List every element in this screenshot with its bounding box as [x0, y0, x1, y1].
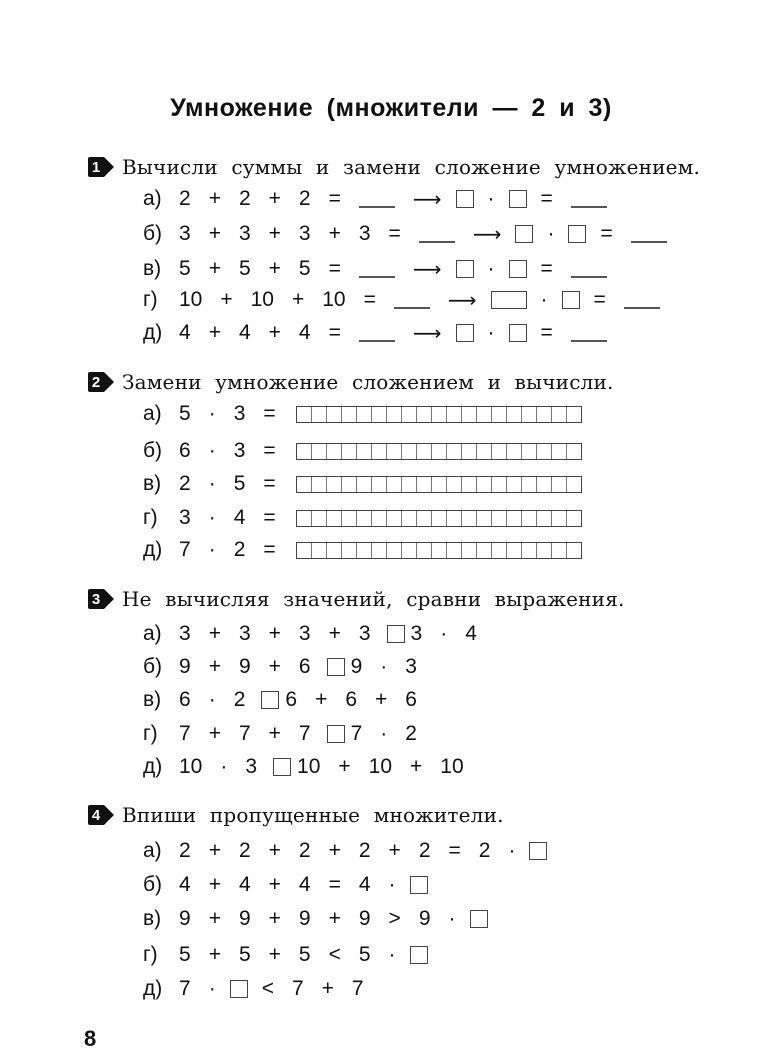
comparison-box[interactable] [327, 658, 345, 676]
row-label: а) [143, 839, 162, 862]
task-number-badge: 1 [84, 157, 114, 177]
factor: 4 [233, 506, 246, 529]
row-label: г) [143, 722, 158, 745]
row-label: б) [143, 439, 163, 462]
factor-box[interactable] [456, 260, 474, 278]
term: 4 [238, 321, 251, 344]
exercise-row [143, 904, 494, 934]
number: 4 [238, 873, 251, 896]
plus-sign: + [268, 257, 281, 280]
term: 5 [298, 257, 311, 280]
number: 9 [179, 907, 191, 930]
number: 3 [358, 622, 371, 645]
equals-sign: = [540, 321, 553, 344]
number: 3 [405, 655, 417, 678]
task-2-text: Замени умножение сложением и вычисли. [122, 370, 614, 394]
sum-answer-blank[interactable] [359, 276, 395, 278]
number: 9 [358, 907, 371, 930]
number: 5 [358, 943, 371, 966]
factor: 3 [179, 506, 191, 529]
sum-answer-blank[interactable] [359, 340, 395, 342]
operator: = [448, 839, 461, 862]
operator: + [375, 688, 388, 711]
number: 3 [245, 755, 258, 778]
term: 10 [250, 288, 274, 311]
factor: 5 [179, 402, 191, 425]
equals-sign: = [388, 222, 401, 245]
operator: · [380, 655, 388, 678]
plus-sign: + [328, 222, 341, 245]
operator: · [380, 722, 388, 745]
number: 2 [179, 839, 191, 862]
number: 5 [238, 943, 251, 966]
operator: · [448, 907, 456, 930]
equals-sign: = [263, 439, 276, 462]
missing-factor-box[interactable] [410, 946, 428, 964]
number: 9 [179, 655, 191, 678]
exercise-row [143, 219, 677, 249]
operator: · [388, 873, 396, 896]
operator: + [315, 688, 328, 711]
operator: · [220, 755, 228, 778]
row-label: г) [143, 943, 158, 966]
number: 2 [405, 722, 417, 745]
operator: > [388, 907, 401, 930]
task-2-header [84, 367, 614, 397]
dot-sign: · [487, 321, 495, 344]
dot-sign: · [208, 538, 216, 561]
operator: + [268, 655, 281, 678]
operator: + [328, 907, 341, 930]
row-label: б) [143, 222, 163, 245]
operator: + [328, 839, 341, 862]
answer-grid[interactable] [296, 476, 582, 493]
exercise-row [143, 870, 434, 900]
page-number: 8 [84, 1026, 97, 1051]
exercise-row [143, 285, 670, 315]
factor: 3 [233, 439, 246, 462]
operator: · [208, 688, 216, 711]
exercise-row [143, 436, 582, 466]
missing-factor-box[interactable] [410, 876, 428, 894]
factor-box[interactable] [509, 260, 527, 278]
plus-sign: + [268, 187, 281, 210]
equals-sign: = [263, 472, 276, 495]
dot-sign: · [487, 187, 495, 210]
equals-sign: = [263, 538, 276, 561]
exercise-row [143, 619, 487, 649]
sum-answer-blank[interactable] [419, 241, 455, 243]
factor: 6 [179, 439, 191, 462]
missing-factor-box[interactable] [529, 842, 547, 860]
operator: + [268, 839, 281, 862]
product-answer-blank[interactable] [571, 206, 607, 208]
number: 7 [291, 977, 304, 1000]
number: 4 [298, 873, 311, 896]
dot-sign: · [487, 257, 495, 280]
row-label: в) [143, 688, 162, 711]
page-title: Умножение (множители — 2 и 3) [170, 94, 612, 122]
operator: < [328, 943, 341, 966]
number: 2 [358, 839, 371, 862]
row-label: а) [143, 622, 162, 645]
operator: = [328, 873, 341, 896]
operator: + [268, 907, 281, 930]
plus-sign: + [291, 288, 305, 311]
exercise-row [143, 399, 582, 429]
equals-sign: = [263, 506, 276, 529]
number: 7 [238, 722, 251, 745]
operator: + [208, 873, 221, 896]
dot-sign: · [208, 402, 216, 425]
number: 4 [179, 873, 191, 896]
factor: 2 [233, 538, 246, 561]
number: 9 [418, 907, 431, 930]
term: 5 [238, 257, 251, 280]
product-answer-blank[interactable] [571, 340, 607, 342]
number: 2 [418, 839, 431, 862]
factor-box[interactable] [509, 324, 527, 342]
exercise-row [143, 535, 582, 565]
number: 7 [351, 977, 364, 1000]
plus-sign: + [208, 257, 221, 280]
factor-box[interactable] [562, 291, 580, 309]
number: 6 [345, 688, 358, 711]
plus-sign: + [220, 288, 233, 311]
task-1-header [84, 152, 700, 182]
term: 10 [179, 288, 203, 311]
exercise-row [143, 836, 553, 866]
task-number-badge: 3 [84, 589, 114, 609]
operator: · [388, 943, 396, 966]
row-label: д) [143, 977, 163, 1000]
number: 9 [238, 907, 251, 930]
row-label: б) [143, 873, 163, 896]
number: 10 [179, 755, 203, 778]
factor: 7 [179, 538, 191, 561]
number: 5 [298, 943, 311, 966]
operator: < [261, 977, 274, 1000]
task-4-header [84, 800, 504, 830]
factor: 3 [233, 402, 246, 425]
operator: + [268, 722, 281, 745]
task-3-header [84, 584, 625, 614]
row-label: а) [143, 187, 162, 210]
factor: 2 [179, 472, 191, 495]
task-number-badge: 4 [84, 805, 114, 825]
exercise-row [143, 469, 582, 499]
number: 3 [238, 622, 251, 645]
arrow-right-icon: ⟶ [412, 258, 442, 281]
number: 6 [285, 688, 298, 711]
operator: + [208, 907, 221, 930]
exercise-row [143, 974, 374, 1004]
exercise-row [143, 503, 582, 533]
operator: + [338, 755, 351, 778]
operator: + [268, 873, 281, 896]
comparison-box[interactable] [261, 691, 279, 709]
exercise-row [143, 254, 617, 284]
number: 9 [238, 655, 251, 678]
dot-sign: · [208, 439, 216, 462]
row-label: д) [143, 538, 163, 561]
row-label: г) [143, 506, 158, 529]
operator: + [208, 722, 221, 745]
operator: + [208, 839, 221, 862]
term: 4 [179, 321, 191, 344]
task-number-badge: 2 [84, 372, 114, 392]
number: 10 [368, 755, 393, 778]
operator: · [508, 839, 516, 862]
number: 2 [298, 839, 311, 862]
term: 5 [179, 257, 191, 280]
task-3-text: Не вычисляя значений, сравни выражения. [122, 587, 625, 611]
term: 3 [298, 222, 311, 245]
term: 3 [179, 222, 191, 245]
number: 10 [297, 755, 321, 778]
plus-sign: + [268, 321, 281, 344]
factor-box[interactable] [456, 324, 474, 342]
factor-box[interactable] [515, 225, 533, 243]
number: 3 [410, 622, 423, 645]
row-label: г) [143, 288, 158, 311]
sum-answer-blank[interactable] [394, 307, 430, 309]
answer-grid[interactable] [296, 510, 582, 527]
number: 2 [233, 688, 246, 711]
number: 7 [350, 722, 363, 745]
plus-sign: + [268, 222, 281, 245]
missing-factor-box[interactable] [470, 910, 488, 928]
term: 4 [298, 321, 311, 344]
exercise-row [143, 652, 427, 682]
comparison-box[interactable] [387, 625, 405, 643]
operator: + [268, 622, 281, 645]
operator: + [388, 839, 401, 862]
equals-sign: = [540, 187, 553, 210]
number: 2 [238, 839, 251, 862]
comparison-box[interactable] [327, 725, 345, 743]
operator: + [208, 622, 221, 645]
number: 9 [298, 907, 311, 930]
dot-sign: · [547, 222, 555, 245]
answer-grid[interactable] [296, 406, 582, 423]
sum-answer-blank[interactable] [359, 206, 395, 208]
equals-sign: = [328, 257, 341, 280]
term: 10 [322, 288, 346, 311]
number: 7 [298, 722, 311, 745]
factor: 5 [233, 472, 246, 495]
equals-sign: = [328, 187, 341, 210]
term: 3 [358, 222, 371, 245]
number: 10 [440, 755, 464, 778]
operator: + [208, 655, 221, 678]
product-answer-blank[interactable] [631, 241, 667, 243]
row-label: б) [143, 655, 163, 678]
row-label: д) [143, 755, 163, 778]
number: 3 [298, 622, 311, 645]
operator: · [440, 622, 448, 645]
row-label: в) [143, 472, 162, 495]
exercise-row [143, 318, 617, 348]
equals-sign: = [328, 321, 341, 344]
operator: + [321, 977, 334, 1000]
row-label: д) [143, 321, 163, 344]
row-label: в) [143, 257, 162, 280]
term: 2 [298, 187, 311, 210]
product-answer-blank[interactable] [571, 276, 607, 278]
plus-sign: + [208, 187, 221, 210]
product-answer-blank[interactable] [624, 307, 660, 309]
operator: + [410, 755, 423, 778]
operator: + [268, 943, 281, 966]
row-label: а) [143, 402, 162, 425]
operator: + [328, 622, 341, 645]
equals-sign: = [593, 288, 606, 311]
arrow-right-icon: ⟶ [412, 322, 442, 345]
exercise-row [143, 685, 427, 715]
missing-factor-box[interactable] [230, 980, 248, 998]
number: 4 [358, 873, 371, 896]
plus-sign: + [208, 222, 221, 245]
arrow-right-icon: ⟶ [447, 289, 477, 312]
dot-sign: · [540, 288, 548, 311]
number: 9 [350, 655, 363, 678]
operator: · [208, 977, 216, 1000]
row-label: в) [143, 907, 162, 930]
exercise-row [143, 719, 427, 749]
exercise-row [143, 940, 434, 970]
number: 2 [478, 839, 491, 862]
task-4-text: Впиши пропущенные множители. [122, 803, 504, 827]
answer-grid[interactable] [296, 443, 582, 460]
factor-box[interactable] [568, 225, 586, 243]
dot-sign: · [208, 472, 216, 495]
term: 2 [179, 187, 191, 210]
number: 6 [405, 688, 417, 711]
plus-sign: + [208, 321, 221, 344]
term: 2 [238, 187, 251, 210]
factor-box[interactable] [456, 190, 474, 208]
task-1-text: Вычисли суммы и замени сложение умножением. [122, 155, 701, 179]
exercise-row [143, 752, 474, 782]
equals-sign: = [600, 222, 613, 245]
comparison-box[interactable] [273, 758, 291, 776]
number: 6 [298, 655, 311, 678]
dot-sign: · [208, 506, 216, 529]
number: 3 [179, 622, 191, 645]
term: 3 [238, 222, 251, 245]
number: 7 [179, 722, 191, 745]
answer-grid[interactable] [296, 542, 582, 559]
exercise-row [143, 184, 617, 214]
equals-sign: = [363, 288, 376, 311]
factor-box[interactable] [491, 291, 527, 309]
arrow-right-icon: ⟶ [472, 223, 502, 246]
equals-sign: = [540, 257, 553, 280]
factor-box[interactable] [509, 190, 527, 208]
number: 5 [179, 943, 191, 966]
operator: + [208, 943, 221, 966]
number: 4 [465, 622, 477, 645]
equals-sign: = [263, 402, 276, 425]
number: 6 [179, 688, 191, 711]
number: 7 [179, 977, 191, 1000]
arrow-right-icon: ⟶ [412, 188, 442, 211]
